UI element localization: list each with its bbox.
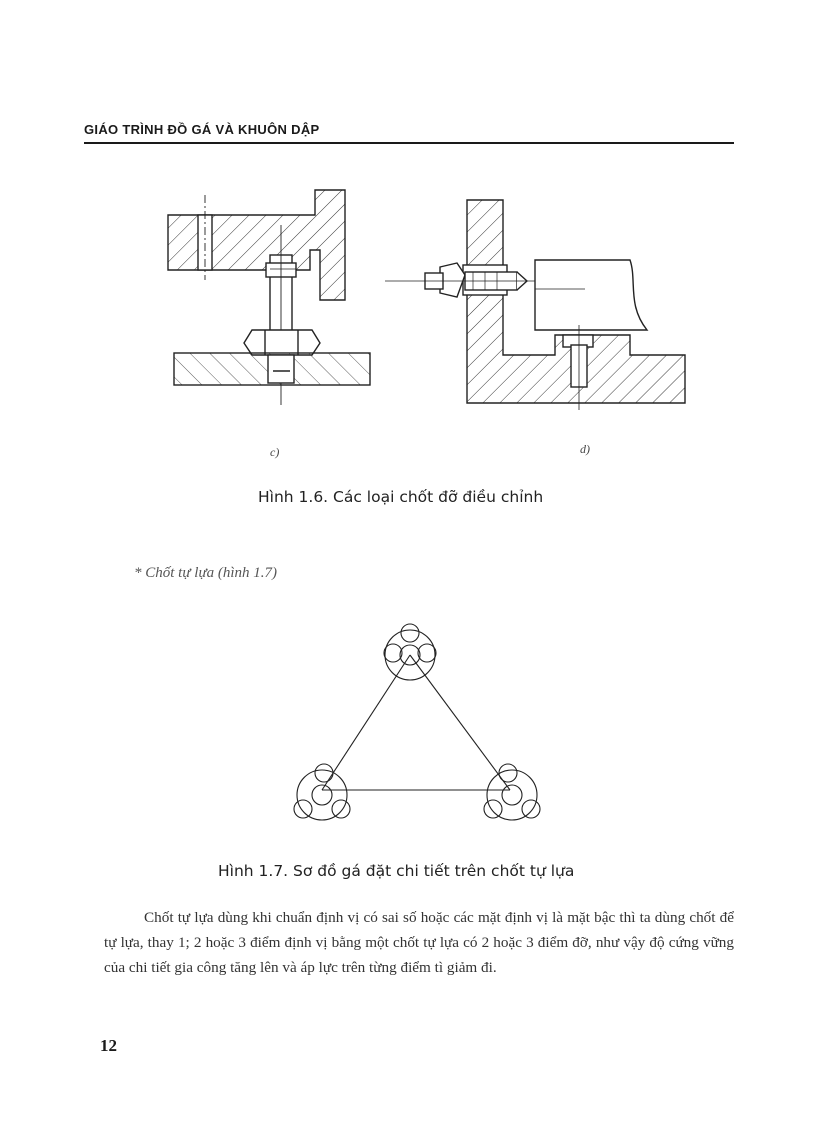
figure-1-6d-drawing xyxy=(385,195,697,410)
self-aligning-pin-right xyxy=(484,764,540,820)
figure-1-6-caption: Hình 1.6. Các loại chốt đỡ điều chỉnh xyxy=(258,488,544,506)
running-header: GIÁO TRÌNH ĐỒ GÁ VÀ KHUÔN DẬP xyxy=(84,122,320,137)
header-rule xyxy=(84,142,734,144)
figure-1-7-drawing xyxy=(285,605,550,830)
page-number: 12 xyxy=(100,1036,117,1055)
figure-1-7-caption: Hình 1.7. Sơ đồ gá đặt chi tiết trên chốt tự lựa xyxy=(218,862,575,880)
figure-1-6d-label: d) xyxy=(580,442,590,456)
self-aligning-pin-top xyxy=(384,624,436,680)
self-aligning-pin-left xyxy=(294,764,350,820)
figure-1-6c-drawing xyxy=(160,185,375,410)
section-title: * Chốt tự lựa (hình 1.7) xyxy=(134,565,278,581)
figure-1-6c-label: c) xyxy=(270,445,280,459)
body-paragraph: Chốt tự lựa dùng khi chuẩn định vị có sai số hoặc các mặt định vị là mặt bậc thì ta dùng chốt để tự lựa, thay 1; 2 hoặc 3 điểm định vị bằng một chốt tự lựa có 2 hoặc 3 điểm đỡ, như vậy độ cứng vững của chi tiết gia công tăng lên và áp lực trên từng điểm tì giảm đi. xyxy=(104,909,734,976)
